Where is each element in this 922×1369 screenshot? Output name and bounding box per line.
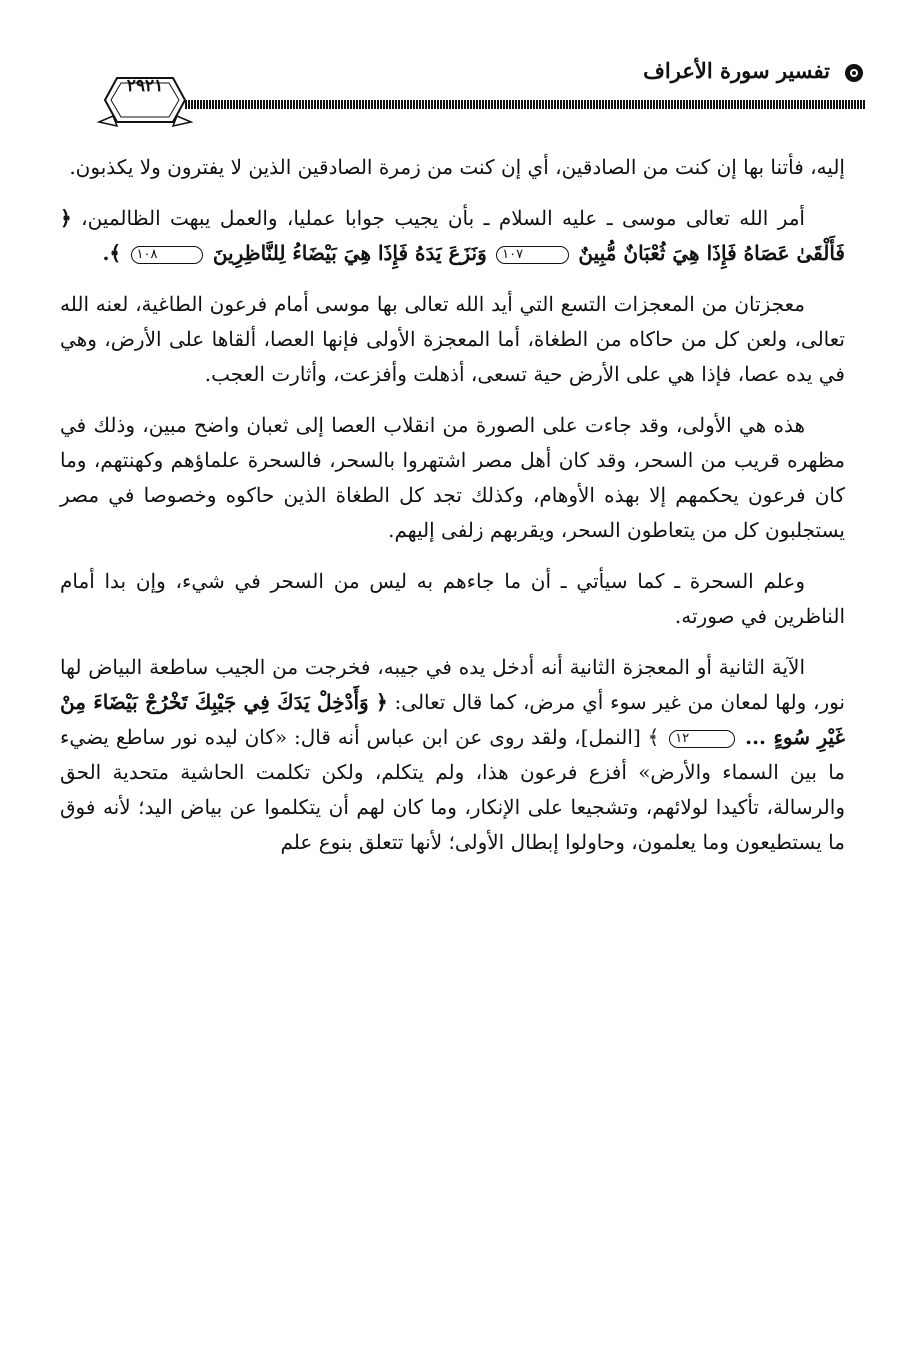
quran-verse-naml-12: ﴿ وَأَدْخِلْ يَدَكَ فِي جَيْبِكَ تَخْرُجْ بَيْضَاءَ مِنْ غَيْرِ سُوءٍ ... bbox=[60, 690, 846, 749]
paragraph-2-text: أمر الله تعالى موسى ـ عليه السلام ـ بأن يجيب جوابا عمليا، والعمل يبهت الظالمين، bbox=[81, 206, 805, 230]
ayah-number-107: ١٠٧ bbox=[496, 246, 569, 264]
paragraph-4: هذه هي الأولى، وقد جاءت على الصورة من انقلاب العصا إلى ثعبان واضح مبين، وذلك في مظهره قريب من السحر، وقد كان أهل مصر اشتهروا بالسحر، فالسحرة علماؤهم وكهنتهم، وما كان فرعون يحكمهم إلا بهذه الأوهام، وكذلك تجد كل الطغاة الذين حاكوه وخصوصا في مصر يستجلبون كل من يتعاطون السحر، ويقربهم زلفى إليهم. bbox=[60, 413, 845, 542]
page-header bbox=[95, 52, 865, 132]
quran-close-bracket: ﴾. bbox=[102, 241, 122, 265]
quran-verse-107: ﴿ فَأَلْقَىٰ عَصَاهُ فَإِذَا هِيَ ثُعْبَانٌ مُّبِينٌ bbox=[60, 206, 845, 265]
running-title: تفسير سورة الأعراف bbox=[643, 58, 830, 83]
page-body bbox=[60, 150, 845, 876]
page-number: ٢٩٢١ bbox=[126, 76, 164, 96]
paragraph-5: وعلم السحرة ـ كما سيأتي ـ أن ما جاءهم به ليس من السحر في شيء، وإن بدا أمام الناظرين في صورته. bbox=[60, 569, 845, 628]
paragraph-6-rest: ﴾ [النمل]، ولقد روى عن ابن عباس أنه قال: «كان ليده نور ساطع يضيء ما بين السماء والأرض» أفزع فرعون هذا، ولم يتكلم، ولكن تكلمت الحاشية متحدية الحق والرسالة، تأكيدا لولائهم، وتشجيعا على الإنكار، وما كان لهم أن يتكلموا عن بياض اليد؛ لأنه فوق ما يستطيعون وما يعلمون، وحاولوا إبطال الأولى؛ لأنها تتعلق بنوع علم bbox=[60, 725, 845, 854]
paragraph-6-text: الآية الثانية أو المعجزة الثانية أنه أدخل يده في جيبه، فخرجت من الجيب ساطعة البياض لها نور، ولها لمعان من غير سوء أي مرض، كما قال تعالى: bbox=[60, 655, 845, 714]
paragraph-3: معجزتان من المعجزات التسع التي أيد الله تعالى بها موسى أمام فرعون الطاغية، لعنه الله تعالى، ولعن كل من حاكاه من الطغاة، أما المعجزة الأولى فإنها العصا، ألقاها على الأرض، وهي في يده عصا، فإذا هي على الأرض حية تسعى، أذهلت وأفزعت، وأثارت العجب. bbox=[60, 292, 845, 386]
header-rule bbox=[185, 100, 865, 109]
ayah-number-108: ١٠٨ bbox=[131, 246, 204, 264]
ornament-icon bbox=[843, 62, 865, 84]
quran-verse-108: وَنَزَعَ يَدَهُ فَإِذَا هِيَ بَيْضَاءُ لِلنَّاظِرِينَ bbox=[212, 241, 487, 265]
ayah-number-12: ١٢ bbox=[669, 730, 735, 748]
paragraph-2 bbox=[60, 201, 845, 271]
paragraph-6 bbox=[60, 650, 845, 860]
paragraph-1: إليه، فأتنا بها إن كنت من الصادقين، أي إن كنت من زمرة الصادقين الذين لا يفترون ولا يكذبون. bbox=[69, 155, 845, 179]
